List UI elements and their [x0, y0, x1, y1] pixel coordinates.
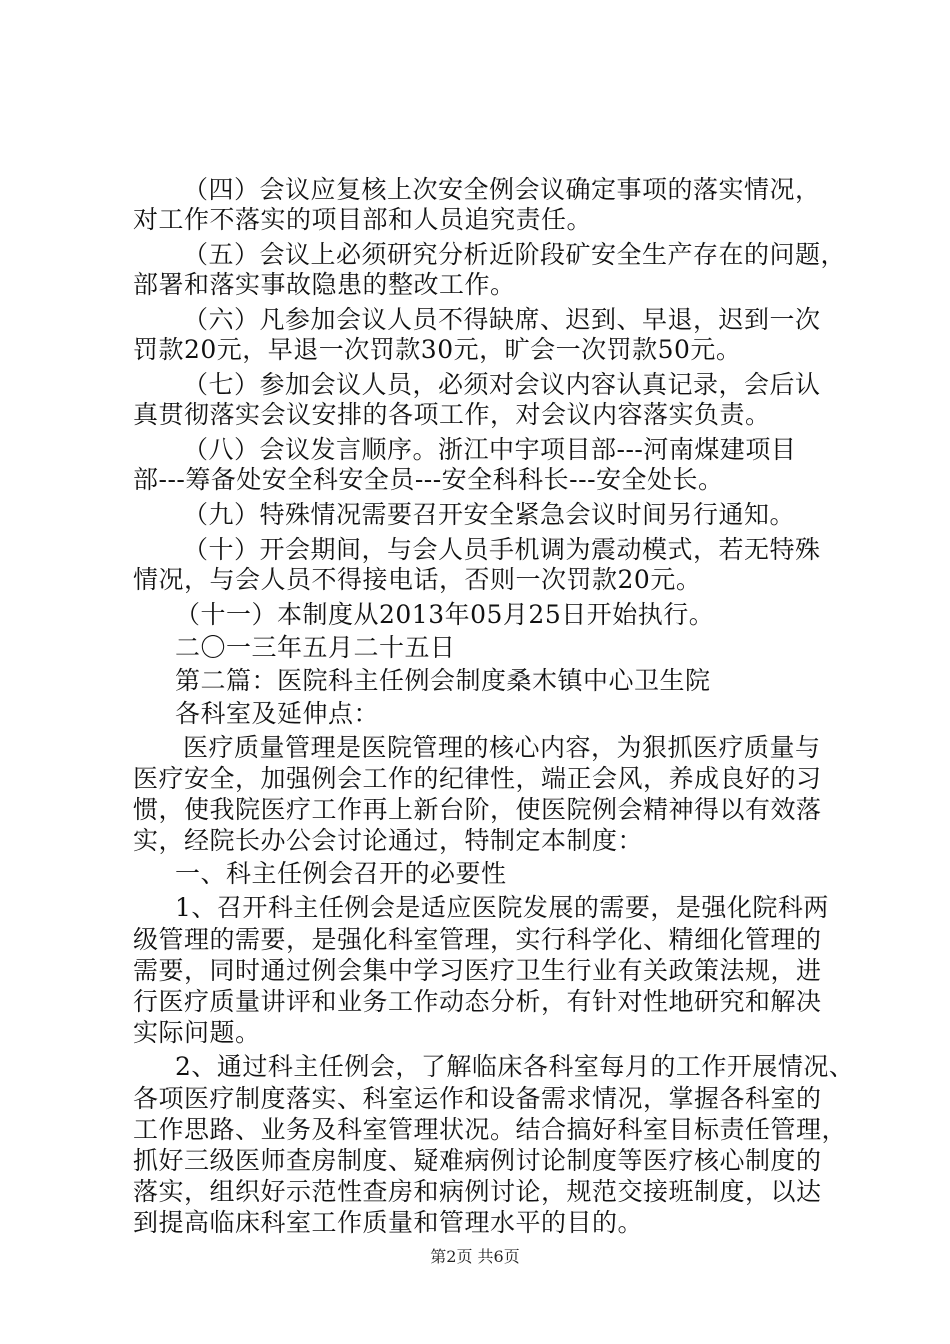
- text-line: 落实，组织好示范性查房和病例讨论，规范交接班制度，以达: [133, 1177, 822, 1206]
- page-number-footer: 第2页 共6页: [430, 1247, 520, 1266]
- text-line: （十一）本制度从2013年05月25日开始执行。: [175, 600, 715, 629]
- text-line: 部---筹备处安全科安全员---安全科科长---安全处长。: [133, 465, 724, 494]
- text-line: 工作思路、业务及科室管理状况。结合搞好科室目标责任管理，: [133, 1115, 848, 1144]
- text-line: 抓好三级医师查房制度、疑难病例讨论制度等医疗核心制度的: [133, 1146, 822, 1175]
- text-line: 实，经院长办公会讨论通过，特制定本制度：: [133, 826, 644, 855]
- text-line: 惯，使我院医疗工作再上新台阶，使医院例会精神得以有效落: [133, 795, 822, 824]
- text-line: 一、科主任例会召开的必要性: [175, 859, 507, 888]
- text-line: 1、召开科主任例会是适应医院发展的需要，是强化院科两: [175, 893, 829, 922]
- text-line: 二〇一三年五月二十五日: [175, 633, 456, 662]
- text-line: （十）开会期间，与会人员手机调为震动模式，若无特殊: [183, 535, 821, 564]
- text-line: 级管理的需要，是强化科室管理，实行科学化、精细化管理的: [133, 925, 822, 954]
- section-heading: 第二篇：医院科主任例会制度桑木镇中心卫生院: [175, 666, 711, 695]
- text-line: 需要，同时通过例会集中学习医疗卫生行业有关政策法规，进: [133, 956, 822, 985]
- text-line: 2、通过科主任例会，了解临床各科室每月的工作开展情况、: [175, 1052, 855, 1081]
- text-line: 到提高临床科室工作质量和管理水平的目的。: [133, 1208, 644, 1237]
- text-line: 各项医疗制度落实、科室运作和设备需求情况，掌握各科室的: [133, 1084, 822, 1113]
- text-line: 部署和落实事故隐患的整改工作。: [133, 270, 516, 299]
- text-line: （九）特殊情况需要召开安全紧急会议时间另行通知。: [183, 500, 796, 529]
- text-line: 各科室及延伸点：: [175, 699, 380, 728]
- text-line: 对工作不落实的项目部和人员追究责任。: [133, 205, 593, 234]
- text-line: 罚款20元，早退一次罚款30元，旷会一次罚款50元。: [133, 335, 742, 364]
- text-line: （八）会议发言顺序。浙江中宇项目部---河南煤建项目: [183, 435, 797, 464]
- text-line: （四）会议应复核上次安全例会议确定事项的落实情况，: [183, 175, 821, 204]
- text-line: 实际问题。: [133, 1018, 261, 1047]
- text-line: 行医疗质量讲评和业务工作动态分析，有针对性地研究和解决: [133, 987, 822, 1016]
- text-line: 医疗安全，加强例会工作的纪律性，端正会风，养成良好的习: [133, 764, 822, 793]
- text-line: 情况，与会人员不得接电话，否则一次罚款20元。: [133, 565, 702, 594]
- text-line: （五）会议上必须研究分析近阶段矿安全生产存在的问题，: [183, 240, 847, 269]
- text-line: 医疗质量管理是医院管理的核心内容，为狠抓医疗质量与: [183, 733, 821, 762]
- text-line: （六）凡参加会议人员不得缺席、迟到、早退，迟到一次: [183, 305, 821, 334]
- text-line: （七）参加会议人员，必须对会议内容认真记录，会后认: [183, 370, 821, 399]
- text-line: 真贯彻落实会议安排的各项工作，对会议内容落实负责。: [133, 400, 771, 429]
